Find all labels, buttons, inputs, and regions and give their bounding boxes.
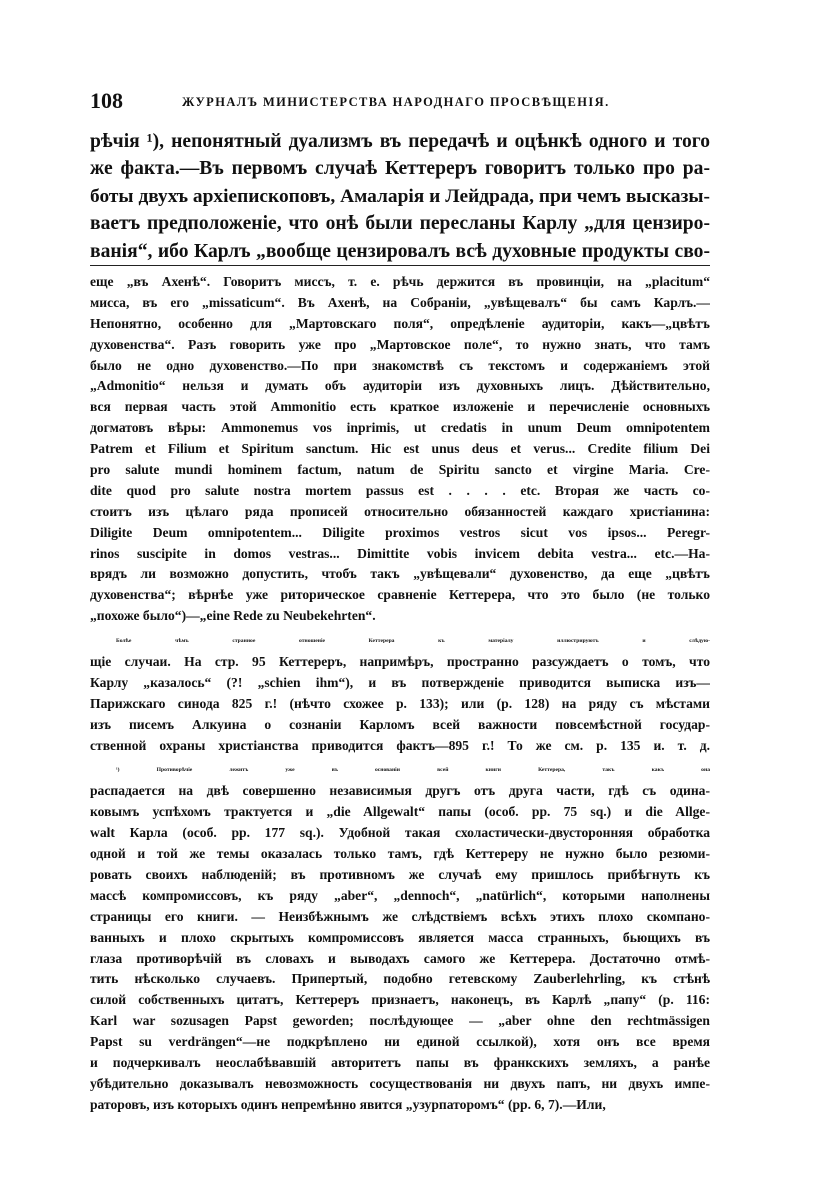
main-text-line: рѣчія ¹), непонятный дуализмъ въ передачѣ и оцѣнкѣ одного и того: [90, 131, 710, 152]
footnote-line: dite quod pro salute nostra mortem passus est . . . . etc. Вторая же часть со-: [90, 482, 710, 498]
footnote-line: Карлу „казалось“ (?! „schien ihm“), и въ потвержденіе приводится выписка изъ—: [90, 674, 710, 690]
footnote-line: „Admonitio“ нельзя и думать объ аудиторіи изъ духовныхъ лицъ. Дѣйствительно,: [90, 378, 710, 394]
main-text-line: ванія“, ибо Карлъ „вообще цензировалъ всѣ духовные продукты сво-: [90, 240, 710, 262]
footnote-line: Diligite Deum omnipotentem... Diligite proximos vestros sicut vos ipsos... Peregr-: [90, 524, 710, 540]
footnote-line: миссa, въ его „missaticum“. Въ Ахенѣ, на Собраніи, „увѣщевалъ“ бы самъ Карлъ.—: [90, 294, 710, 310]
footnote-line: ванныхъ и плохо скрытыхъ компромиссовъ является масса странныхъ, бьющихъ въ: [90, 929, 710, 945]
main-text: [90, 128, 710, 265]
main-text-line: боты двухъ архіепископовъ, Амаларія и Лейдрада, при чемъ высказы-: [90, 185, 710, 207]
running-head: ЖУРНАЛЪ МИНИСТЕРСТВА НАРОДНАГО ПРОСВѢЩЕНІЯ.: [182, 95, 610, 109]
footnote-line: и подчеркивалъ неослабѣвавшій авторитетъ папы въ франкскихъ земляхъ, а ранѣе: [90, 1054, 710, 1070]
footnote-line: Patrem et Filium et Spiritum sanctum. Hic est unus deus et verus... Credite filium Dei: [90, 441, 710, 457]
footnote-line: pro salute mundi hominem factum, natum de Spiritu sancto et virgine Maria. Cre-: [90, 462, 710, 478]
footnote-line: врядъ ли возможно допустить, чтобъ такъ „увѣщевали“ духовенство, да еще „цвѣтъ: [90, 566, 710, 582]
footnote-line: rinos suscipite in domos vestras... Dimittite vobis invicem debita vestra... etc.—На-: [90, 545, 710, 561]
footnote-line: ственной охраны христіанства приводится фактъ—895 г.! То же см. р. 135 и. т. д.: [90, 737, 710, 753]
footnote-line: Парижскаго синода 825 г.! (нѣчто схожее р. 133); или (р. 128) на ряду съ мѣстами: [90, 695, 710, 711]
footnote-line: стоитъ изъ цѣлаго ряда прописей относительно обязанностей каждаго христіанина:: [90, 503, 710, 519]
footnote-separator-rule: [90, 265, 710, 266]
footnote-line: распадается на двѣ совершенно независимыя другъ отъ друга части, гдѣ съ одина-: [90, 783, 710, 799]
footnote-line: глаза противорѣчій въ словахъ и выводахъ самого же Кеттерера. Достаточно отмѣ-: [90, 950, 710, 966]
footnote-line: Papst su verdrängen“—не подкрѣплено ни единой ссылкой), хотя онъ все время: [90, 1034, 710, 1050]
footnotes: [90, 272, 710, 1116]
footnote-paragraph: [90, 631, 710, 756]
footnote-line: силой собственныхъ цитатъ, Кеттереръ признаетъ, наконецъ, въ Карлѣ „папу“ (р. 116:: [90, 992, 710, 1008]
footnote-line: ковымъ успѣхомъ трактуется и „die Allgewalt“ папы (особ. pp. 75 sq.) и die Allge-: [90, 804, 710, 820]
footnote-line: тить нѣсколько случаевъ. Припертый, подобно гетевскому Zauberlehrling, къ стѣнѣ: [90, 971, 710, 987]
footnote-line: щіе случаи. На стр. 95 Кеттереръ, напримѣръ, пространно разсуждаетъ о томъ, что: [90, 654, 710, 670]
footnote-line: ¹) Противорѣчіе лежитъ уже въ основаніи всей книги Кеттерера, такъ какъ она: [116, 767, 710, 774]
footnote-line: „похоже было“)—„eine Rede zu Neubekehrten“.: [90, 608, 376, 624]
footnote-1: [90, 760, 710, 1115]
footnote-line: духовенства“. Разъ говорить уже про „Мартовское поле“, то нужно знать, что тамъ: [90, 336, 710, 352]
footnote-line: Непонятно, особенно для „Мартовскаго поля“, опредѣленіе аудиторіи, какъ—„цвѣтъ: [90, 315, 710, 331]
footnote-line: изъ писемъ Алкуина о сознаніи Карломъ всей важности повсемѣстной государ-: [90, 716, 710, 732]
footnote-line: духовенства“; вѣрнѣе уже риторическое сравненіе Кеттерера, что это было (не только: [90, 587, 710, 603]
footnote-line: было не одно духовенство.—По при знакомствѣ съ текстомъ и содержаніемъ этой: [90, 357, 710, 373]
footnote-line: Болѣе чѣмъ странное отношеніе Кеттерера къ матеріалу иллюстрируютъ и слѣдую-: [116, 638, 710, 645]
main-text-line: же факта.—Въ первомъ случаѣ Кеттереръ говоритъ только про ра-: [90, 158, 710, 180]
footnote-line: догматовъ вѣры: Ammonemus vos inprimis, ut credatis in unum Deum omnipotentem: [90, 420, 710, 436]
footnote-continuation: [90, 272, 710, 627]
footnote-line: раторовъ, изъ которыхъ одинъ непремѣнно явится „узурпаторомъ“ (рр. 6, 7).—Или,: [90, 1096, 606, 1112]
footnote-line: страницы его книги. — Неизбѣжнымъ же слѣдствіемъ всѣхъ этихъ плохо скомпано-: [90, 908, 710, 924]
page-number: 108: [90, 88, 123, 113]
footnote-line: еще „въ Ахенѣ“. Говоритъ миссъ, т. е. рѣчь держится въ провинціи, на „placitum“: [90, 274, 710, 289]
footnote-line: вся первая часть этой Ammonitio есть краткое изложеніе и перечисленіе основныхъ: [90, 399, 710, 415]
main-text-line: ваетъ предположеніе, что онѣ были пересланы Карлу „для цензиро-: [90, 213, 710, 235]
footnote-line: убѣдительно доказывалъ невозможность сосуществованія ни двухъ папъ, ни двухъ импе-: [90, 1075, 710, 1091]
footnote-line: walt Карла (особ. pp. 177 sq.). Удобной такая схоластически-двусторонняя обработка: [90, 825, 710, 841]
footnote-line: массѣ компромиссовъ, къ ряду „aber“, „dennoch“, „natürlich“, которыми наполнены: [90, 887, 710, 903]
footnote-line: ровать своихъ наблюденій; въ противномъ же случаѣ ему пришлось прибѣгнуть къ: [90, 866, 710, 882]
page-header: [90, 88, 710, 118]
footnote-line: одной и той же темы оказалась только тамъ, гдѣ Кеттереру не нужно было резюми-: [90, 846, 710, 862]
footnote-line: Karl war sozusagen Papst geworden; послѣдующее — „aber ohne den rechtmässigen: [90, 1013, 710, 1029]
